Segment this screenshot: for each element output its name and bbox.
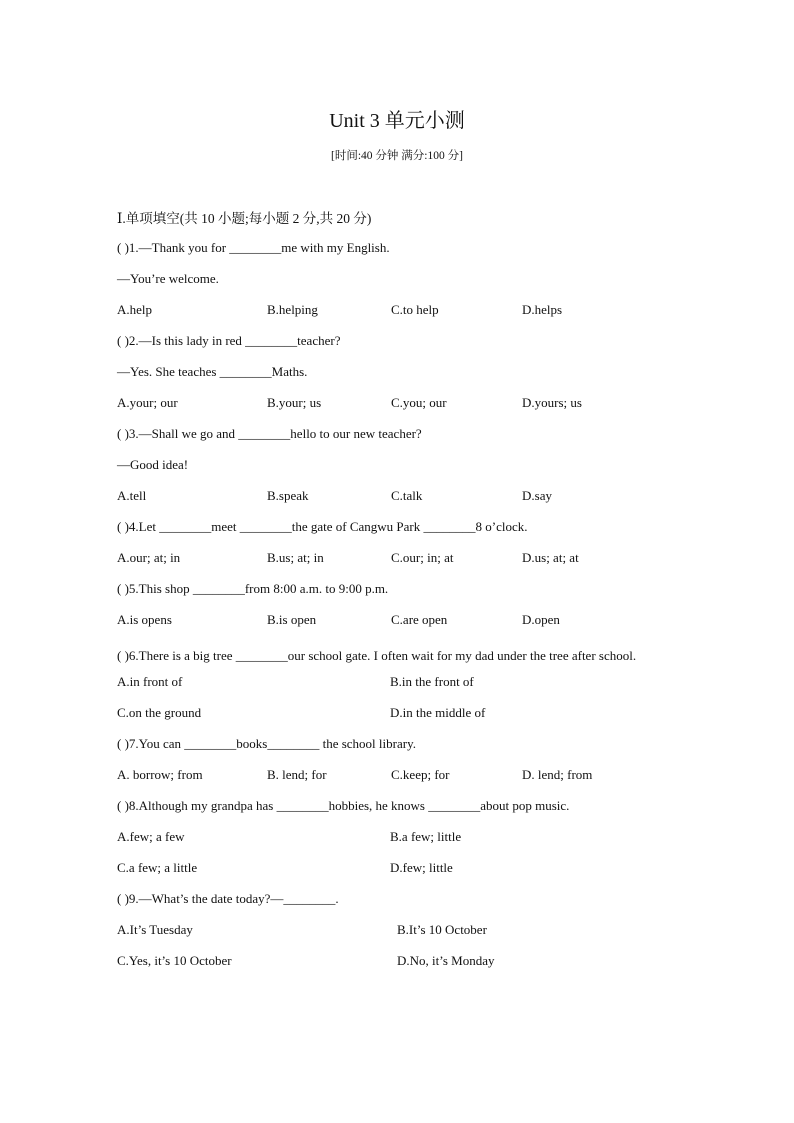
option-b: B.speak	[267, 488, 309, 503]
question-8-options-row-2	[117, 857, 687, 888]
question-4: ( )4.Let ________meet ________the gate of Cangwu Park ________8 o’clock.	[117, 519, 528, 534]
question-7: ( )7.You can ________books________ the school library.	[117, 736, 416, 751]
option-d: D.in the middle of	[390, 705, 486, 720]
option-c: C.Yes, it’s 10 October	[117, 953, 232, 968]
option-a: A.tell	[117, 488, 147, 503]
option-b: B.your; us	[267, 395, 322, 410]
page-title: Unit 3 单元小测	[329, 110, 465, 132]
question-2-reply: —Yes. She teaches ________Maths.	[117, 364, 308, 379]
option-c: C.our; in; at	[391, 550, 454, 565]
question-6-options-row-1	[117, 671, 687, 702]
question-2-options	[117, 392, 687, 423]
option-a: A.help	[117, 302, 153, 317]
question-7-options	[117, 764, 687, 795]
question-3: ( )3.—Shall we go and ________hello to our new teacher?	[117, 426, 422, 441]
question-4-options	[117, 547, 687, 578]
option-a: A.our; at; in	[117, 550, 181, 565]
option-b: B.a few; little	[390, 829, 462, 844]
option-b: B.It’s 10 October	[397, 922, 487, 937]
option-c: C.are open	[391, 612, 448, 627]
option-c: C.a few; a little	[117, 860, 198, 875]
option-d: D.helps	[522, 302, 563, 317]
option-c: C.talk	[391, 488, 423, 503]
option-d: D.few; little	[390, 860, 453, 875]
option-b: B.in the front of	[390, 674, 474, 689]
question-2: ( )2.—Is this lady in red ________teacher?	[117, 333, 341, 348]
option-d: D.No, it’s Monday	[397, 953, 495, 968]
question-list	[117, 237, 687, 981]
option-b: B. lend; for	[267, 767, 327, 782]
option-b: B.helping	[267, 302, 318, 317]
option-b: B.is open	[267, 612, 317, 627]
option-d: D.say	[522, 488, 552, 503]
option-d: D.us; at; at	[522, 550, 579, 565]
option-c: C.on the ground	[117, 705, 202, 720]
option-a: A.your; our	[117, 395, 178, 410]
question-1-options	[117, 299, 687, 330]
question-5: ( )5.This shop ________from 8:00 a.m. to 9:00 p.m.	[117, 581, 389, 596]
question-3-reply: —Good idea!	[117, 457, 189, 472]
option-a: A.It’s Tuesday	[117, 922, 193, 937]
option-d: D. lend; from	[522, 767, 593, 782]
question-6: ( )6.There is a big tree ________our school gate. I often wait for my dad under the tree after school.	[117, 648, 637, 663]
question-3-options	[117, 485, 687, 516]
exam-info: [时间:40 分钟 满分:100 分]	[331, 150, 463, 162]
option-a: A.in front of	[117, 674, 183, 689]
option-a: A. borrow; from	[117, 767, 203, 782]
question-6-options-row-2	[117, 702, 687, 733]
option-a: A.is opens	[117, 612, 172, 627]
question-9: ( )9.—What’s the date today?—________.	[117, 891, 339, 906]
option-b: B.us; at; in	[267, 550, 324, 565]
question-5-options	[117, 609, 687, 640]
option-c: C.you; our	[391, 395, 447, 410]
section-heading: Ⅰ.单项填空(共 10 小题;每小题 2 分,共 20 分)	[117, 211, 372, 226]
question-1-reply: —You’re welcome.	[117, 271, 219, 286]
question-1: ( )1.—Thank you for ________me with my English.	[117, 240, 390, 255]
option-a: A.few; a few	[117, 829, 185, 844]
option-c: C.to help	[391, 302, 439, 317]
question-9-options-row-1	[117, 919, 687, 950]
option-c: C.keep; for	[391, 767, 450, 782]
question-8: ( )8.Although my grandpa has ________hobbies, he knows ________about pop music.	[117, 798, 570, 813]
option-d: D.yours; us	[522, 395, 582, 410]
question-9-options-row-2	[117, 950, 687, 981]
option-d: D.open	[522, 612, 560, 627]
question-8-options-row-1	[117, 826, 687, 857]
